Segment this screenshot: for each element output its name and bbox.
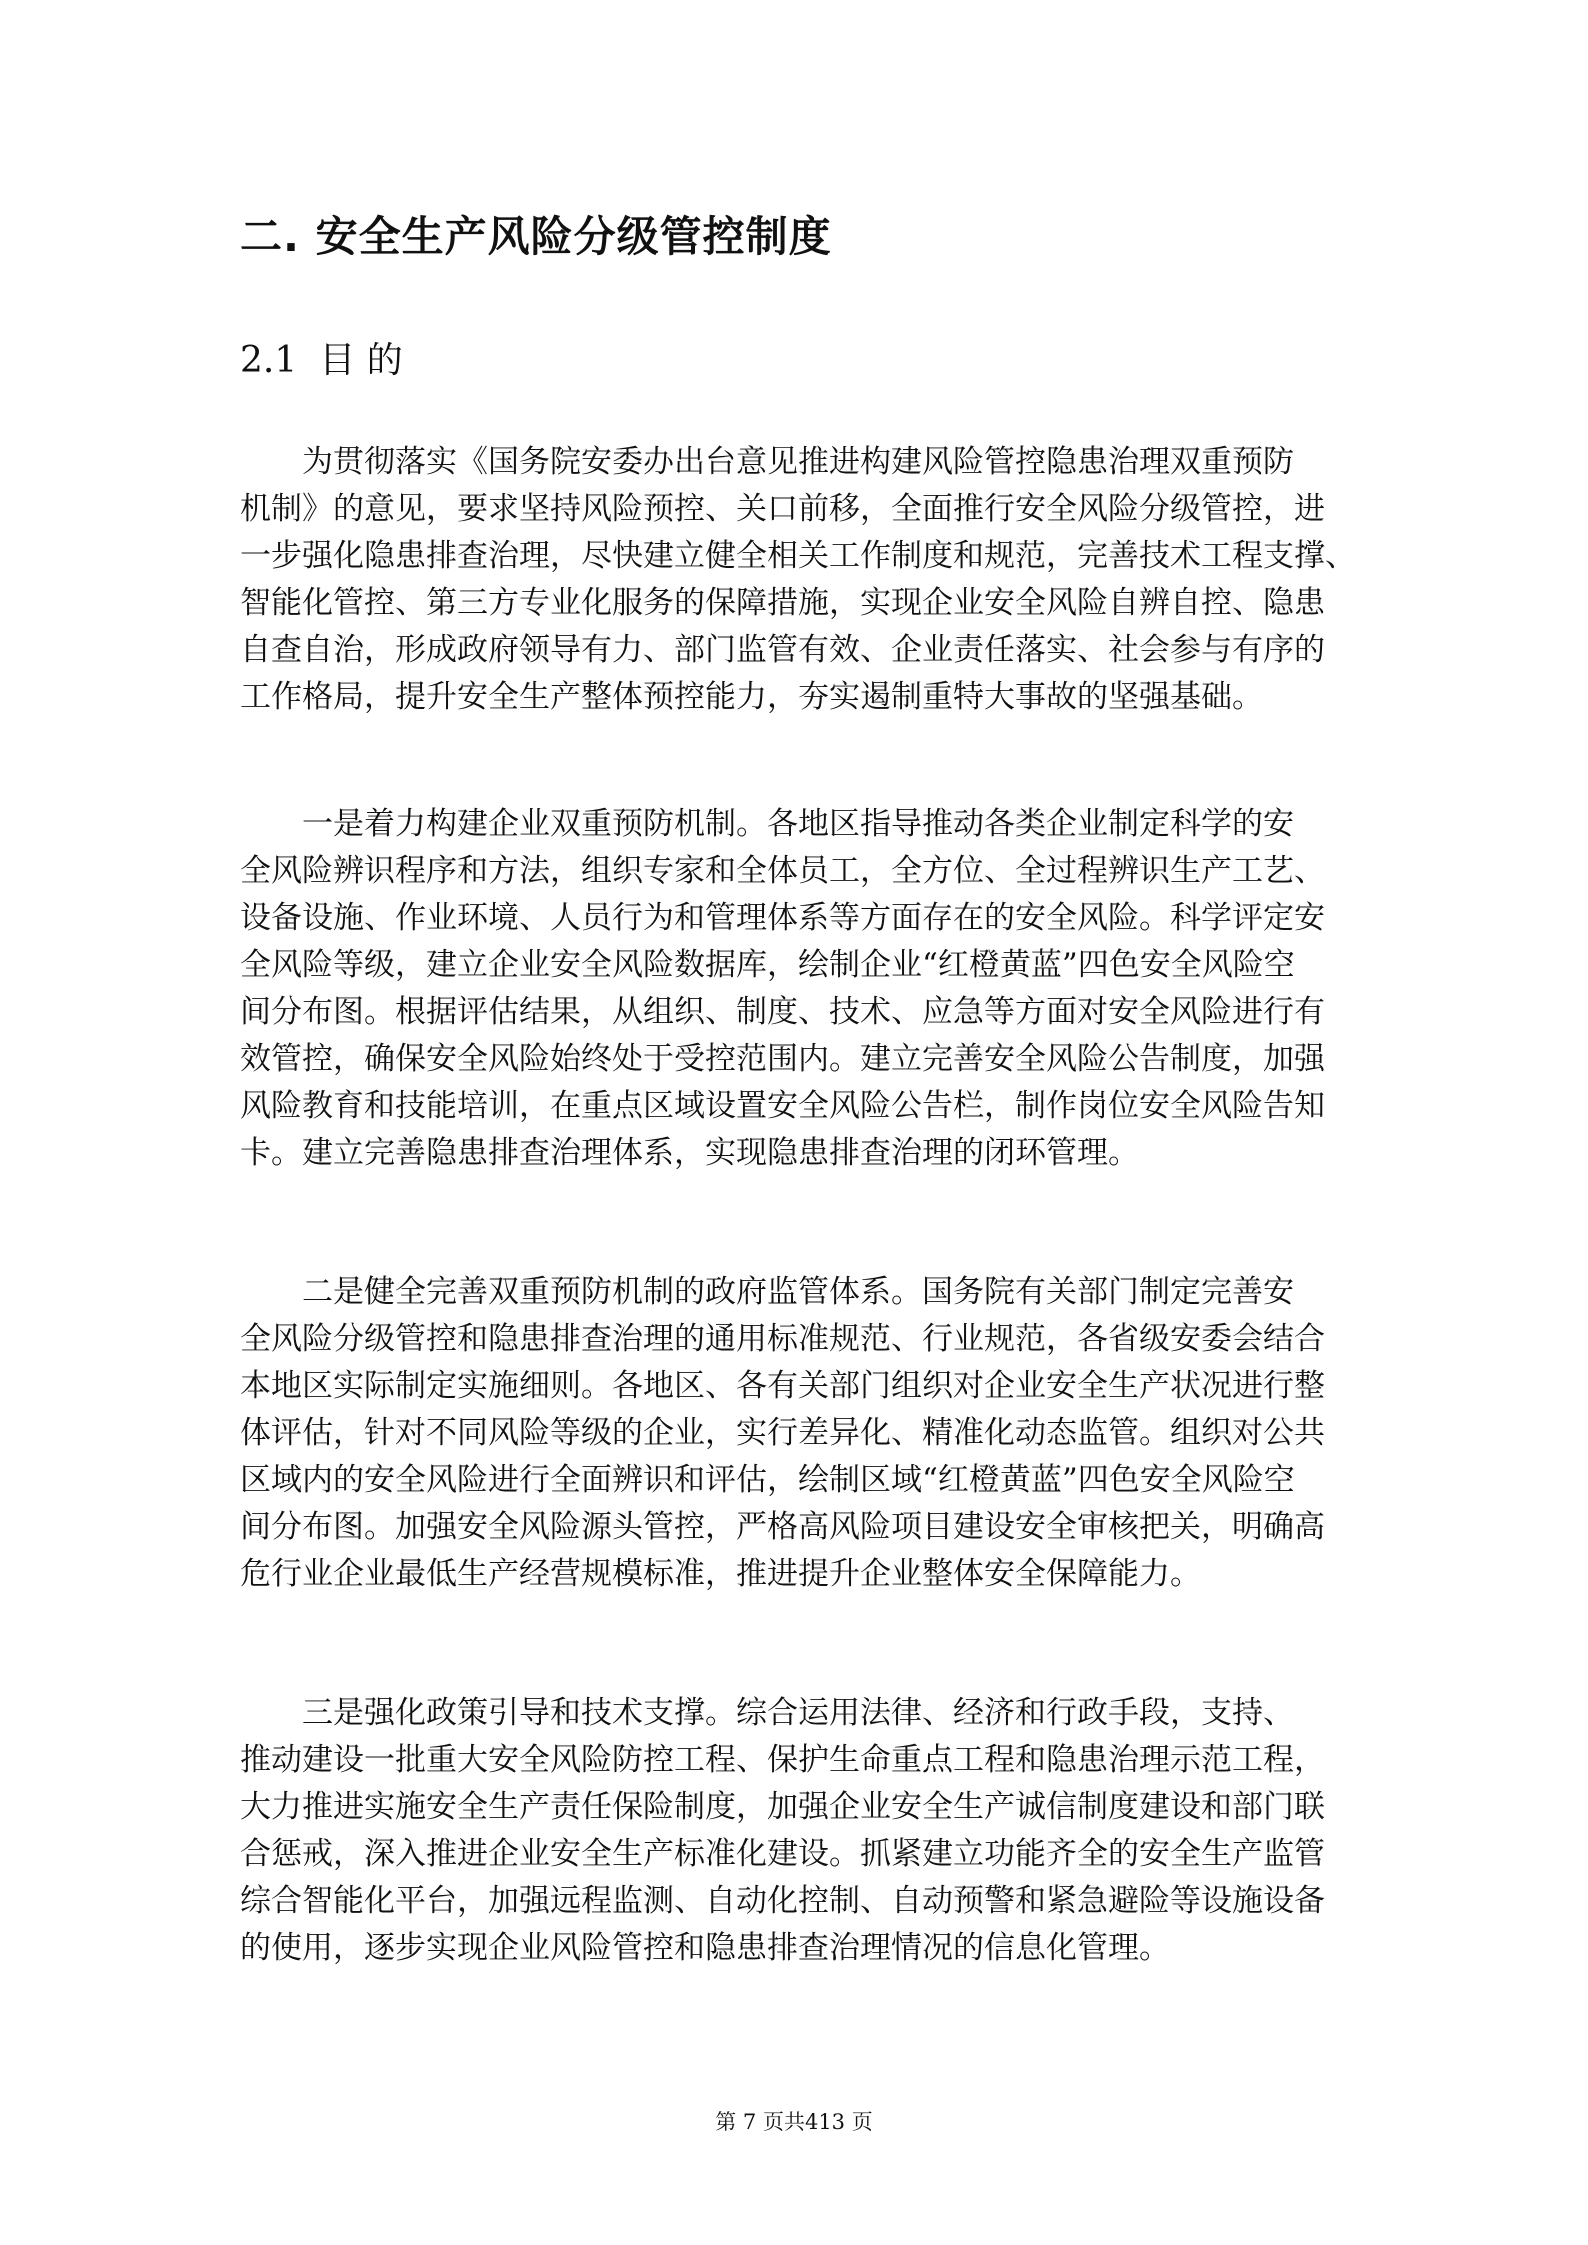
text-line: 自查自治，形成政府领导有力、部门监管有效、企业责任落实、社会参与有序的 [240, 632, 1325, 668]
section-heading [240, 332, 403, 383]
text-line: 大力推进实施安全生产责任保险制度，加强企业安全生产诚信制度建设和部门联 [240, 1789, 1325, 1825]
text-line: 一是着力构建企业双重预防机制。各地区指导推动各类企业制定科学的安 [240, 806, 1294, 842]
text-line: 本地区实际制定实施细则。各地区、各有关部门组织对企业安全生产状况进行整 [240, 1368, 1325, 1404]
text-line: 间分布图。根据评估结果，从组织、制度、技术、应急等方面对安全风险进行有 [240, 994, 1325, 1030]
section-number: 2.1 [240, 340, 298, 381]
paragraph-point-one [240, 801, 1356, 1177]
paragraph-purpose [240, 439, 1356, 721]
paragraph-point-two [240, 1269, 1356, 1598]
text-line: 危行业企业最低生产经营规模标准，推进提升企业整体安全保障能力。 [240, 1556, 1201, 1592]
chapter-heading: 二. 安全生产风险分级管控制度 [240, 212, 832, 261]
text-line: 三是强化政策引导和技术支撑。综合运用法律、经济和行政手段，支持、 [240, 1695, 1294, 1731]
text-line: 工作格局，提升安全生产整体预控能力，夯实遏制重特大事故的坚强基础。 [240, 679, 1263, 715]
paragraph-point-three [240, 1690, 1356, 1972]
text-line: 区域内的安全风险进行全面辨识和评估，绘制区域“红橙黄蓝”四色安全风险空 [240, 1462, 1295, 1498]
text-line: 合惩戒，深入推进企业安全生产标准化建设。抓紧建立功能齐全的安全生产监管 [240, 1836, 1325, 1872]
text-line: 为贯彻落实《国务院安委办出台意见推进构建风险管控隐患治理双重预防 [240, 444, 1294, 480]
text-line: 智能化管控、第三方专业化服务的保障措施，实现企业安全风险自辨自控、隐患 [240, 585, 1325, 621]
text-line: 全风险等级，建立企业安全风险数据库，绘制企业“红橙黄蓝”四色安全风险空 [240, 947, 1295, 983]
text-line: 的使用，逐步实现企业风险管控和隐患排查治理情况的信息化管理。 [240, 1930, 1170, 1966]
text-line: 间分布图。加强安全风险源头管控，严格高风险项目建设安全审核把关，明确高 [240, 1509, 1325, 1545]
text-line: 效管控，确保安全风险始终处于受控范围内。建立完善安全风险公告制度，加强 [240, 1041, 1325, 1077]
text-line: 卡。建立完善隐患排查治理体系，实现隐患排查治理的闭环管理。 [240, 1135, 1139, 1171]
text-line: 推动建设一批重大安全风险防控工程、保护生命重点工程和隐患治理示范工程， [240, 1742, 1325, 1778]
section-title: 目 的 [319, 340, 403, 381]
text-line: 全风险辨识程序和方法，组织专家和全体员工，全方位、全过程辨识生产工艺、 [240, 853, 1325, 889]
text-line: 全风险分级管控和隐患排查治理的通用标准规范、行业规范，各省级安委会结合 [240, 1321, 1325, 1357]
text-line: 体评估，针对不同风险等级的企业，实行差异化、精准化动态监管。组织对公共 [240, 1415, 1325, 1451]
text-line: 综合智能化平台，加强远程监测、自动化控制、自动预警和紧急避险等设施设备 [240, 1883, 1325, 1919]
text-line: 风险教育和技能培训，在重点区域设置安全风险公告栏，制作岗位安全风险告知 [240, 1088, 1325, 1124]
text-line: 二是健全完善双重预防机制的政府监管体系。国务院有关部门制定完善安 [240, 1274, 1294, 1310]
text-line: 一步强化隐患排查治理，尽快建立健全相关工作制度和规范，完善技术工程支撑、 [240, 538, 1356, 574]
text-line: 设备设施、作业环境、人员行为和管理体系等方面存在的安全风险。科学评定安 [240, 900, 1325, 936]
text-line: 机制》的意见，要求坚持风险预控、关口前移，全面推行安全风险分级管控，进 [240, 491, 1325, 527]
page-footer: 第 7 页共413 页 [715, 2110, 873, 2134]
